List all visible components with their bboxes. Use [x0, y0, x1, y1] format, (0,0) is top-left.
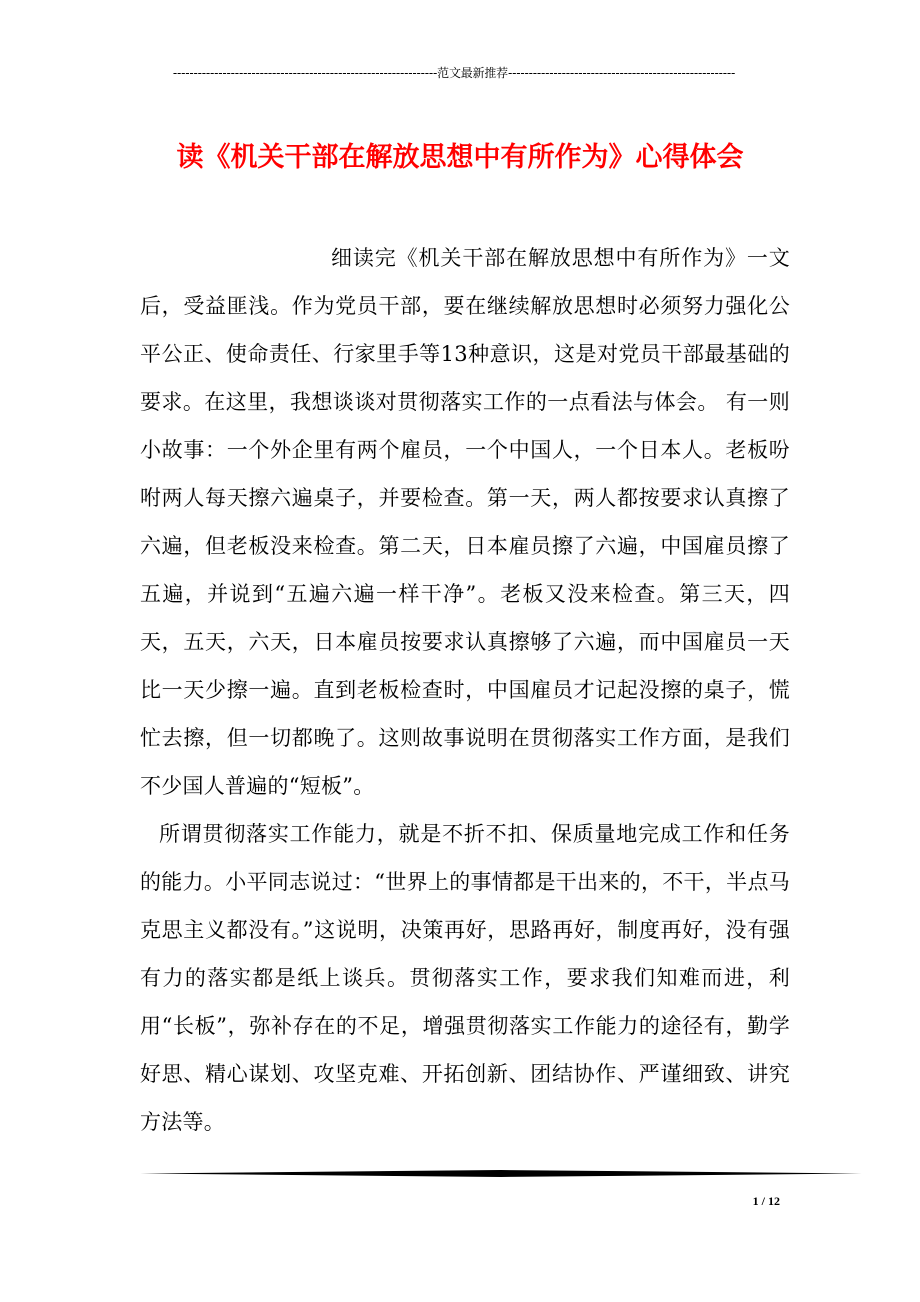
body-paragraph: 所谓贯彻落实工作能力，就是不折不扣、保质量地完成工作和任务的能力。小平同志说过：“世界上的事情都是干出来的，不干，半点马克思主义都没有。”这说明，决策再好，思路再好，制度再好，没有强有力的落实都是纸上谈兵。贯彻落实工作，要求我们知难而进，利用“长板”，弥补存在的不足，增强贯彻落实工作能力的途径有，勤学好思、精心谋划、攻坚克难、开拓创新、团结协作、严谨细致、讲究方法等。 — [140, 822, 790, 1134]
page-number: 1 / 12 — [752, 1194, 780, 1208]
footer-divider — [140, 1170, 862, 1177]
document-body — [140, 234, 790, 1146]
page-header: ----------------------------------------------------------------范文最新推荐------------------------------------------------------- — [172, 66, 736, 80]
document-title: 读《机关干部在解放思想中有所作为》心得体会 — [176, 142, 744, 174]
body-paragraph: 细读完《机关干部在解放思想中有所作为》一文后，受益匪浅。作为党员干部，要在继续解放思想时必须努力强化公平公正、使命责任、行家里手等13种意识，这是对党员干部最基础的要求。在这里，我想谈谈对贯彻落实工作的一点看法与体会。 有一则小故事：一个外企里有两个雇员，一个中国人，一个日本人。老板吩咐两人每天擦六遍桌子，并要检查。第一天，两人都按要求认真擦了六遍，但老板没来检查。第二天，日本雇员擦了六遍，中国雇员擦了五遍，并说到“五遍六遍一样干净”。老板又没来检查。第三天，四天，五天，六天，日本雇员按要求认真擦够了六遍，而中国雇员一天比一天少擦一遍。直到老板检查时，中国雇员才记起没擦的桌子，慌忙去擦，但一切都晚了。这则故事说明在贯彻落实工作方面，是我们不少国人普遍的“短板”。 — [140, 246, 790, 798]
